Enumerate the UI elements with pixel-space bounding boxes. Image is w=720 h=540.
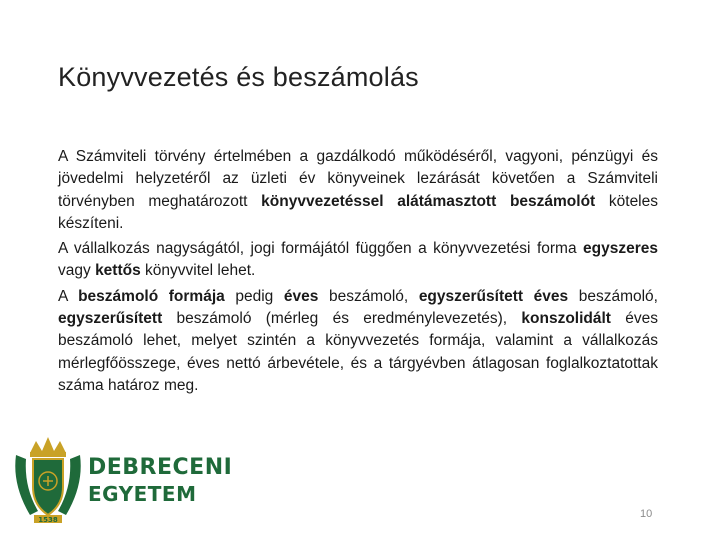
text-run: köteles készíteni. — [58, 192, 658, 232]
bold-text-run: kettős — [95, 262, 141, 280]
text-run: vagy — [58, 262, 96, 280]
logo-line-1: DEBRECENI — [88, 455, 233, 480]
paragraph-2 — [58, 238, 658, 283]
text-run: beszámoló, — [318, 287, 419, 305]
logo-line-2: EGYETEM — [88, 482, 197, 506]
page-number: 10 — [640, 508, 653, 520]
bold-text-run: konszolidált — [521, 310, 611, 328]
text-run: A Számviteli törvény értelmében a gazdálkodó működéséről, vagyoni, pénzügyi és jövedelmi helyzetéről az üzleti év könyveinek lezárását követően a Számviteli törvényben meghatározott — [58, 148, 658, 210]
bold-text-run: könyvvezetéssel alátámasztott beszámolót — [261, 192, 596, 210]
text-run: éves beszámoló lehet, melyet szintén a könyvvezetés formája, valamint a vállalkozás mérlegfőösszege, éves nettó árbevétele, és a tárgyévben átlagosan foglalkoztatottak száma határoz meg. — [58, 310, 658, 394]
bold-text-run: egyszeres — [583, 240, 658, 258]
bold-text-run: éves — [283, 287, 319, 305]
text-run: A vállalkozás nagyságától, jogi formájától függően a könyvvezetési forma — [58, 240, 584, 258]
text-run: könyvvitel lehet. — [140, 262, 256, 280]
text-run: beszámoló, — [568, 287, 658, 305]
paragraph-3 — [58, 286, 658, 397]
crest-year: 1538 — [38, 516, 58, 524]
text-run: beszámoló (mérleg és eredménylevezetés), — [162, 310, 522, 328]
bold-text-run: egyszerűsített — [58, 310, 163, 328]
logo-wordmark — [88, 455, 232, 507]
slide-title: Könyvvezetés és beszámolás — [58, 62, 419, 92]
bold-text-run: egyszerűsített éves — [418, 287, 569, 305]
bold-text-run: beszámoló formája — [78, 287, 225, 305]
crest-icon — [15, 437, 80, 524]
slide-body — [58, 146, 658, 400]
text-run: pedig — [224, 287, 284, 305]
paragraph-1 — [58, 146, 658, 235]
text-run: A — [58, 287, 79, 305]
